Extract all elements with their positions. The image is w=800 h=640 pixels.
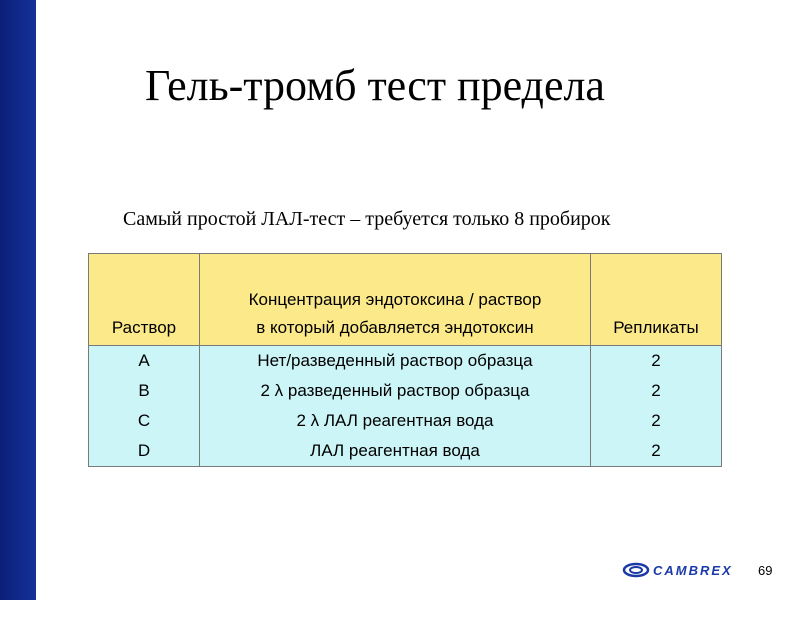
table-row	[89, 436, 722, 467]
page-number: 69	[758, 563, 773, 578]
cell-solution: B	[89, 376, 200, 406]
cell-concentration: Нет/разведенный раствор образца	[200, 346, 591, 377]
header-concentration-line1: Концентрация эндотоксина / раствор	[248, 290, 542, 309]
cell-concentration: 2 λ разведенный раствор образца	[200, 376, 591, 406]
cell-replicates: 2	[591, 406, 722, 436]
dilution-table	[88, 253, 722, 467]
cell-replicates: 2	[591, 376, 722, 406]
cell-replicates: 2	[591, 346, 722, 377]
left-bar-curve	[36, 0, 96, 640]
table-row	[89, 376, 722, 406]
cell-solution: A	[89, 346, 200, 377]
header-concentration	[200, 254, 591, 346]
cell-replicates: 2	[591, 436, 722, 467]
header-replicates: Репликаты	[591, 254, 722, 346]
cambrex-logo	[622, 562, 733, 578]
table-row	[89, 406, 722, 436]
slide-title: Гель-тромб тест предела	[145, 61, 605, 110]
logo-wordmark: CAMBREX	[653, 562, 733, 578]
table-row	[89, 346, 722, 377]
cell-concentration: ЛАЛ реагентная вода	[200, 436, 591, 467]
slide-subtitle: Самый простой ЛАЛ-тест – требуется только 8 пробирок	[123, 208, 611, 230]
header-solution: Раствор	[89, 254, 200, 346]
cell-solution: C	[89, 406, 200, 436]
header-concentration-line2: в который добавляется эндотоксин	[256, 318, 534, 337]
cell-solution: D	[89, 436, 200, 467]
cell-concentration: 2 λ ЛАЛ реагентная вода	[200, 406, 591, 436]
swoosh-icon	[622, 562, 650, 578]
table-header-row	[89, 254, 722, 346]
